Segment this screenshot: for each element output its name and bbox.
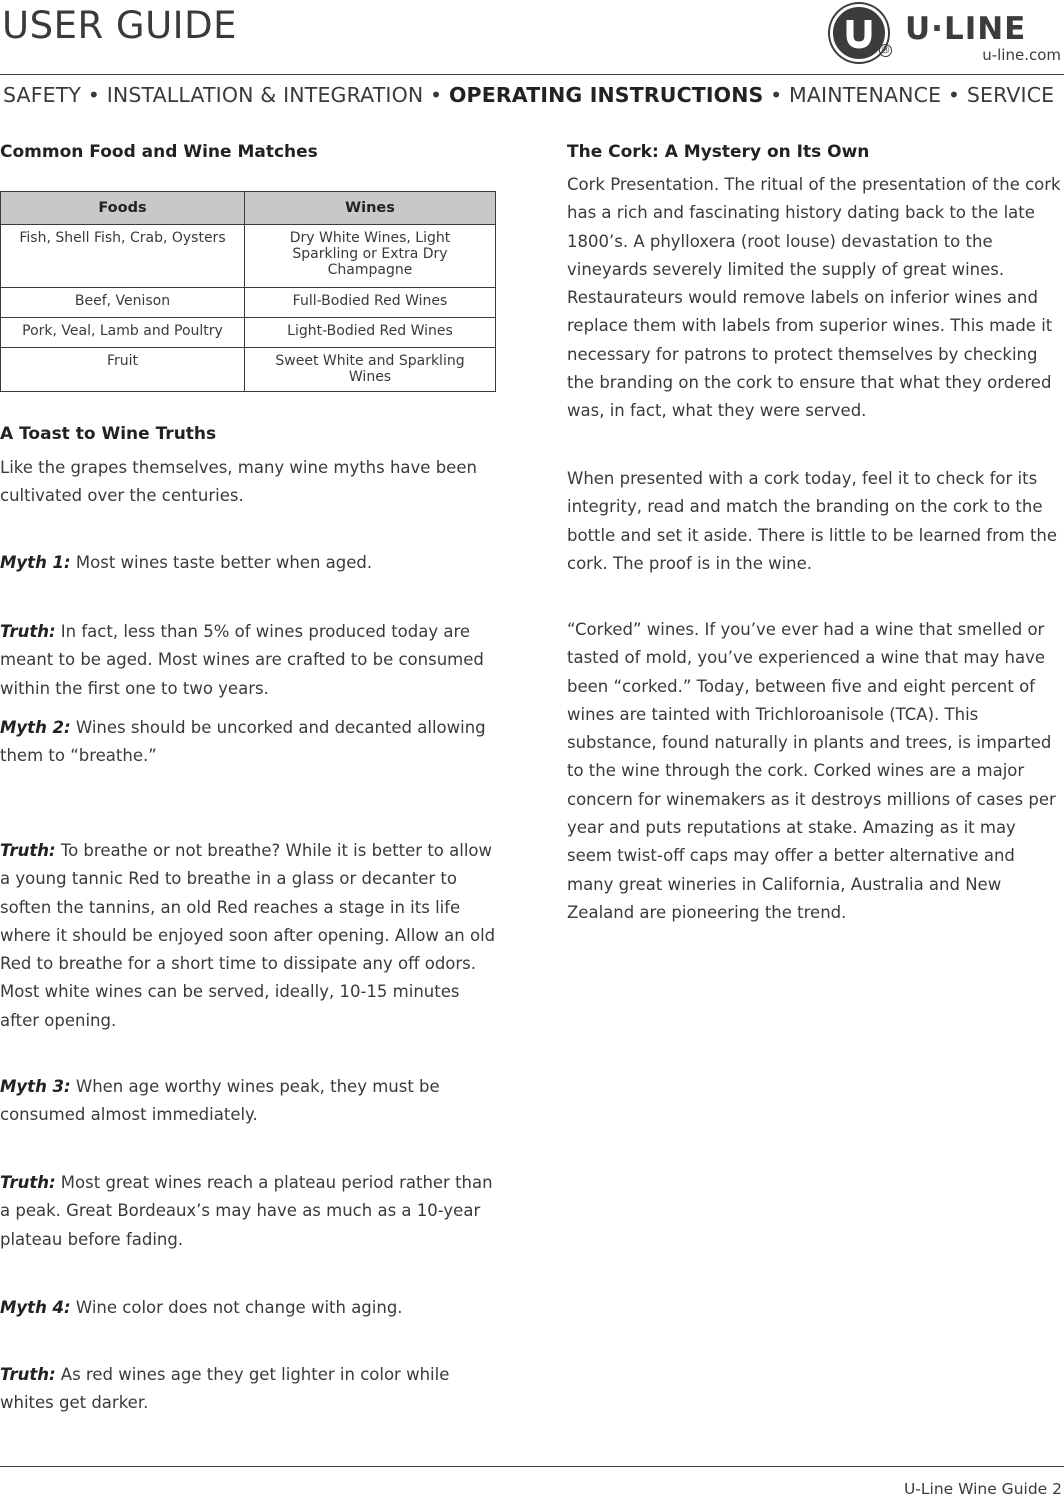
table-cell-food: Fruit <box>1 348 245 392</box>
myth-label: Myth 4: <box>0 1298 71 1317</box>
page-title: USER GUIDE <box>2 4 237 47</box>
table-row <box>1 348 496 392</box>
myth-text: Wine color does not change with aging. <box>70 1298 403 1317</box>
wine-truths-heading: A Toast to Wine Truths <box>0 424 217 444</box>
truth-paragraph <box>0 837 496 1035</box>
myth-label: Myth 2: <box>0 718 71 737</box>
truth-text: To breathe or not breathe? While it is better to allow a young tannic Red to breathe in a glass or decanter to soften the tannins, an old Red reaches a stage in its life where it should be enjoyed soon after opening. Allow an old Red to breathe for a short time to dissipate any off odors. Most white wines can be served, ideally, 10-15 minutes after opening. <box>0 841 496 1030</box>
nav-separator: • <box>423 83 449 107</box>
page-footer: U-Line Wine Guide 2 <box>903 1480 1062 1498</box>
myth-paragraph <box>0 714 496 771</box>
logo-wordmark: U·LINE <box>905 11 1027 47</box>
table-row <box>1 225 496 288</box>
truth-paragraph <box>0 1361 496 1418</box>
cork-today-paragraph: When presented with a cork today, feel it to check for its integrity, read and match the branding on the cork to the bottle and set it aside. There is little to be learned from the cork. The proof is in the wine. <box>567 469 1058 573</box>
nav-item-operating-instructions: OPERATING INSTRUCTIONS <box>448 83 764 107</box>
truth-text: Most great wines reach a plateau period rather than a peak. Great Bordeaux’s may have as much as a 10-year plateau before fading. <box>0 1173 493 1249</box>
truth-text: In fact, less than 5% of wines produced today are meant to be aged. Most wines are crafted to be consumed within the first one to two years. <box>0 622 484 698</box>
myth-label: Myth 1: <box>0 553 71 572</box>
truth-label: Truth: <box>0 841 56 860</box>
column-header-foods: Foods <box>1 192 245 225</box>
nav-item-maintenance: MAINTENANCE <box>789 83 942 107</box>
truth-label: Truth: <box>0 1365 56 1384</box>
myth-text: When age worthy wines peak, they must be consumed almost immediately. <box>0 1077 440 1125</box>
nav-separator: • <box>941 83 967 107</box>
corked-wines-paragraph: “Corked” wines. If you’ve ever had a wine that smelled or tasted of mold, you’ve experienced a wine that may have been “corked.” Today, between five and eight percent of wines are tainted with Trichloroanisole (TCA). This substance, found naturally in plants and trees, is imparted to the wine through the cork. Corked wines are a major concern for winemakers as it destroys millions of cases per year and puts reputations at stake. Amazing as it may seem twist-off caps may offer a better alternative and many great wineries in California, Australia and New Zealand are pioneering the trend. <box>567 620 1056 922</box>
nav-separator: • <box>763 83 790 107</box>
header-rule <box>0 74 1064 75</box>
logo-url: u-line.com <box>982 46 1061 64</box>
truth-label: Truth: <box>0 622 56 641</box>
table-cell-wine: Sweet White and Sparkling Wines <box>245 348 496 392</box>
truth-paragraph <box>0 618 496 703</box>
food-wine-table <box>0 191 496 392</box>
myth-label: Myth 3: <box>0 1077 71 1096</box>
cork-presentation-paragraph: Cork Presentation. The ritual of the presentation of the cork has a rich and fascinating history dating back to the late 1800’s. A phylloxera (root louse) devastation to the vineyards severely limited the supply of great wines. Restaurateurs would remove labels on inferior wines and replace them with labels from superior wines. This made it necessary for patrons to protect themselves by checking the branding on the cork to ensure that what they ordered was, in fact, what they were served. <box>567 175 1061 421</box>
table-header-row <box>1 192 496 225</box>
table-cell-food: Pork, Veal, Lamb and Poultry <box>1 318 245 348</box>
table-cell-wine: Light-Bodied Red Wines <box>245 318 496 348</box>
registered-mark: ® <box>880 45 891 56</box>
nav-item-installation: INSTALLATION & INTEGRATION <box>106 83 424 107</box>
table-cell-food: Fish, Shell Fish, Crab, Oysters <box>1 225 245 288</box>
myth-text: Wines should be uncorked and decanted allowing them to “breathe.” <box>0 718 486 766</box>
truth-text: As red wines age they get lighter in color while whites get darker. <box>0 1365 450 1413</box>
myth-text: Most wines taste better when aged. <box>70 553 373 572</box>
u-line-logo <box>830 4 1062 66</box>
section-nav <box>3 83 1063 107</box>
myth-paragraph <box>0 549 496 577</box>
table-cell-wine: Full-Bodied Red Wines <box>245 288 496 318</box>
cork-heading: The Cork: A Mystery on Its Own <box>567 142 870 162</box>
intro-paragraph: Like the grapes themselves, many wine myths have been cultivated over the centuries. <box>0 458 477 506</box>
footer-rule <box>0 1466 1064 1467</box>
nav-separator: • <box>81 83 107 107</box>
myth-paragraph <box>0 1073 496 1130</box>
table-cell-wine: Dry White Wines, Light Sparkling or Extra Dry Champagne <box>245 225 496 288</box>
column-header-wines: Wines <box>245 192 496 225</box>
truth-label: Truth: <box>0 1173 56 1192</box>
nav-item-service: SERVICE <box>966 83 1055 107</box>
table-cell-food: Beef, Venison <box>1 288 245 318</box>
nav-item-safety: SAFETY <box>3 83 82 107</box>
truth-paragraph <box>0 1169 496 1254</box>
myth-paragraph <box>0 1294 496 1322</box>
table-row <box>1 318 496 348</box>
food-wine-heading: Common Food and Wine Matches <box>0 142 318 162</box>
table-row <box>1 288 496 318</box>
